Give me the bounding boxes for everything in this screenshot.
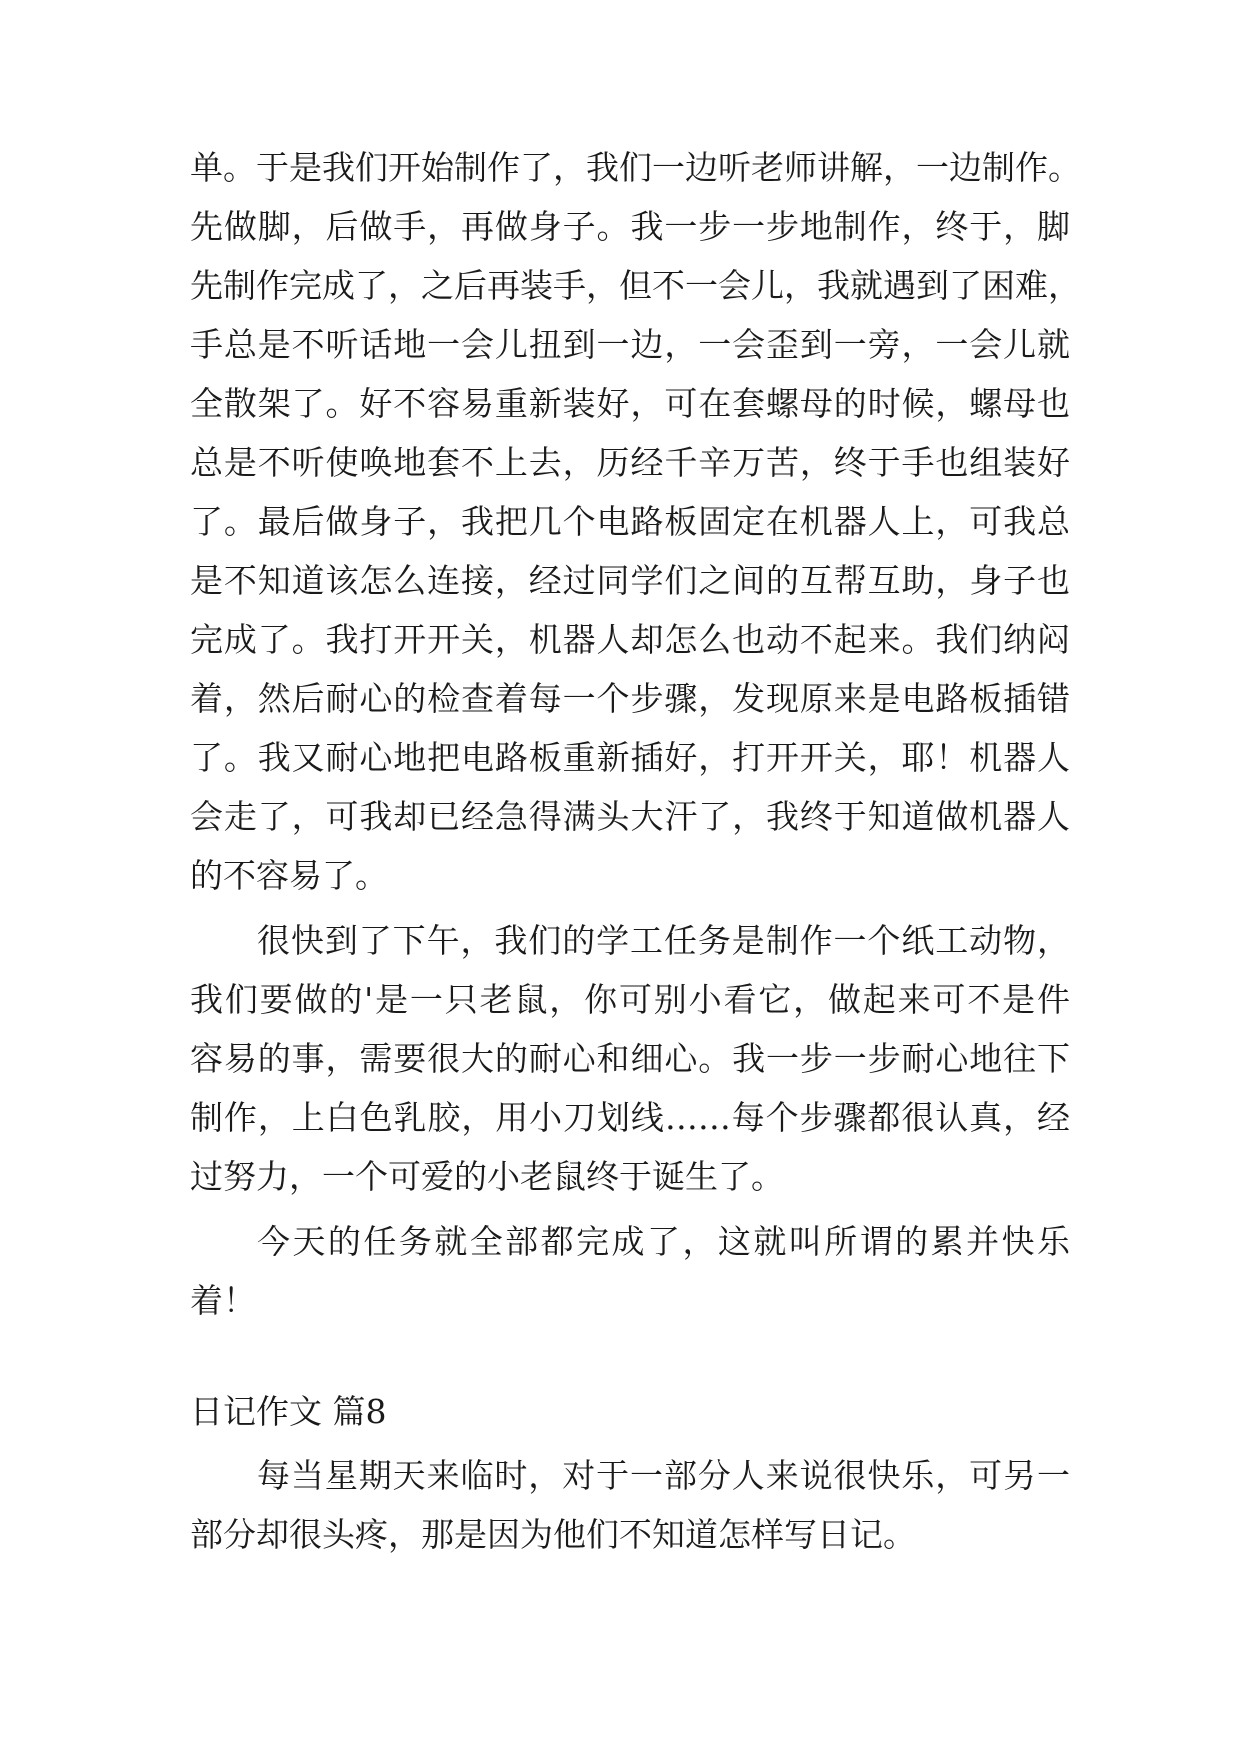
text-line: 过努力，一个可爱的小老鼠终于诞生了。 <box>190 1157 784 1196</box>
text-line: 着，然后耐心的检查着每一个步骤，发现原来是电路板插错 <box>190 679 1070 718</box>
text-line: 先做脚，后做手，再做身子。我一步一步地制作，终于，脚 <box>190 207 1070 246</box>
text-line: 了。我又耐心地把电路板重新插好，打开开关，耶！机器人 <box>190 738 1070 777</box>
text-line: 是不知道该怎么连接，经过同学们之间的互帮互助，身子也 <box>190 561 1070 600</box>
text-line: 的不容易了。 <box>190 856 388 895</box>
text-line: 制作，上白色乳胶，用小刀划线……每个步骤都很认真，经 <box>190 1098 1070 1137</box>
text-line: 总是不听使唤地套不上去，历经千辛万苦，终于手也组装好 <box>190 443 1070 482</box>
text-line: 我们要做的'是一只老鼠，你可别小看它，做起来可不是件 <box>190 980 1070 1019</box>
text-line: 手总是不听话地一会儿扭到一边，一会歪到一旁，一会儿就 <box>190 325 1070 364</box>
text-line: 会走了，可我却已经急得满头大汗了，我终于知道做机器人 <box>190 797 1070 836</box>
text-line: 着！ <box>190 1281 256 1320</box>
text-line: 先制作完成了，之后再装手，但不一会儿，我就遇到了困难， <box>190 266 1081 305</box>
text-line: 容易的事，需要很大的耐心和细心。我一步一步耐心地往下 <box>190 1039 1070 1078</box>
text-line: 今天的任务就全部都完成了，这就叫所谓的累并快乐 <box>257 1222 1070 1261</box>
text-line: 全散架了。好不容易重新装好，可在套螺母的时候，螺母也 <box>190 384 1070 423</box>
section-heading: 日记作文 篇8 <box>190 1392 387 1431</box>
text-line: 很快到了下午，我们的学工任务是制作一个纸工动物， <box>257 921 1070 960</box>
text-line: 完成了。我打开开关，机器人却怎么也动不起来。我们纳闷 <box>190 620 1070 659</box>
text-line: 了。最后做身子，我把几个电路板固定在机器人上，可我总 <box>190 502 1070 541</box>
text-line: 每当星期天来临时，对于一部分人来说很快乐，可另一 <box>257 1456 1070 1495</box>
text-line: 部分却很头疼，那是因为他们不知道怎样写日记。 <box>190 1515 916 1554</box>
text-line: 单。于是我们开始制作了，我们一边听老师讲解，一边制作。 <box>190 148 1081 187</box>
